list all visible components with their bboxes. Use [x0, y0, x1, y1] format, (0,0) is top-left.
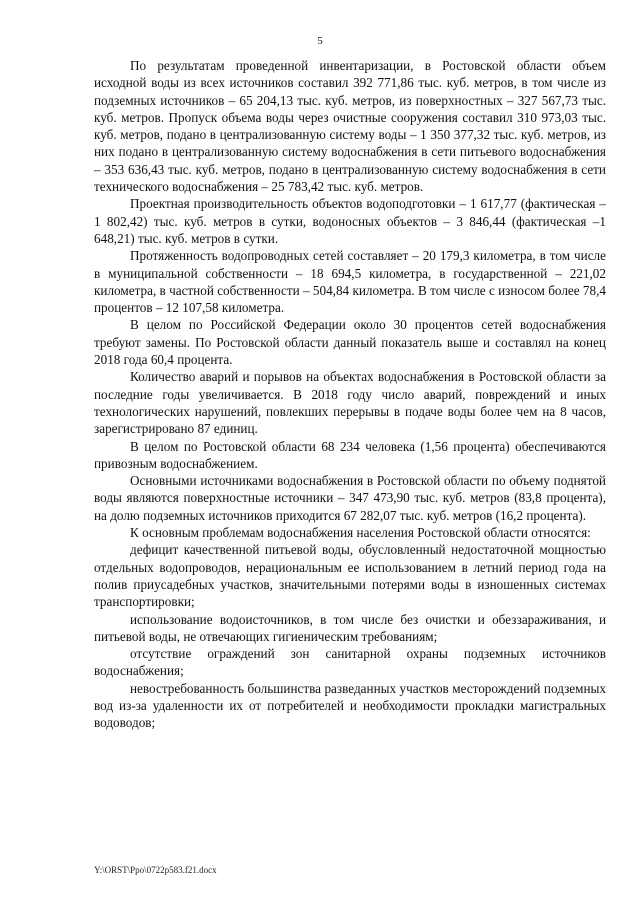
paragraph-design-capacity: Проектная производительность объектов водоподготовки – 1 617,77 (фактическая – 1 802,42) тыс. куб. метров в сутки, водоносных объектов – 3 846,44 (фактическая –1 648,21) тыс. куб. метров в сутки. — [94, 196, 606, 246]
paragraph-delivered-water: В целом по Ростовской области 68 234 человека (1,56 процента) обеспечиваются привозным водоснабжением. — [94, 438, 606, 471]
list-item-sanitary-zones: отсутствие ограждений зон санитарной охраны подземных источников водоснабжения; — [94, 646, 606, 679]
list-item-unused-deposits: невостребованность большинства разведанных участков месторождений подземных вод из-за удаленности их от потребителей и необходимости прокладки магистральных водоводов; — [94, 680, 606, 731]
file-path-footer: Y:\ORST\Ppo\0722p583.f21.docx — [94, 865, 217, 875]
paragraph-network-length: Протяженность водопроводных сетей составляет – 20 179,3 километра, в том числе в муниципальной собственности – 18 694,5 километра, в государственной – 221,02 километра, в частной собственности – 504,84 километра. В том числе с износом более 78,4 процентов – 12 107,58 километра. — [94, 248, 606, 316]
list-item-untreated-sources: использование водоисточников, в том числе без очистки и обеззараживания, и питьевой воды, не отвечающих гигиеническим требованиям; — [94, 611, 606, 644]
page-number: 5 — [317, 35, 323, 47]
paragraph-network-replacement: В целом по Российской Федерации около 30 процентов сетей водоснабжения требуют замены. По Ростовской области данный показатель выше и составлял на конец 2018 года 60,4 процента. — [94, 317, 606, 368]
paragraph-inventory-results: По результатам проведенной инвентаризации, в Ростовской области объем исходной воды из всех источников составил 392 771,86 тыс. куб. метров, в том числе из подземных источников – 65 204,13 тыс. куб. метров, из поверхностных – 327 567,73 тыс. куб. метров. Пропуск объема воды через очистные сооружения составил 310 973,03 тыс. куб. метров, подано в централизованную систему воды – 1 350 377,32 тыс. куб. метров, из них подано в централизованную систему водоснабжения в сети питьевого водоснабжения – 353 636,43 тыс. куб. метров, подано в централизованную систему водоснабжения в сети технического водоснабжения – 25 783,42 тыс. куб. метров. — [94, 58, 606, 195]
paragraph-accidents: Количество аварий и порывов на объектах водоснабжения в Ростовской области за последние годы увеличивается. В 2018 году число аварий, повреждений и иных технологических нарушений, повлекших перерывы в подаче воды более чем на 8 часов, зарегистрировано 87 единиц. — [94, 369, 606, 437]
paragraph-problems-intro: К основным проблемам водоснабжения населения Ростовской области относятся: — [130, 525, 591, 541]
list-item-drinking-water-deficit: дефицит качественной питьевой воды, обусловленный недостаточной мощностью отдельных водопроводов, нерациональным ее использованием в летний период года на полив приусадебных участков, значительными потерями воды в изношенных системах транспортировки; — [94, 542, 606, 610]
paragraph-main-sources: Основными источниками водоснабжения в Ростовской области по объему поднятой воды являются поверхностные источники – 347 473,90 тыс. куб. метров (83,8 процента), на долю подземных источников приходится 67 282,07 тыс. куб. метров (16,2 процента). — [94, 473, 606, 523]
document-body — [94, 57, 606, 732]
